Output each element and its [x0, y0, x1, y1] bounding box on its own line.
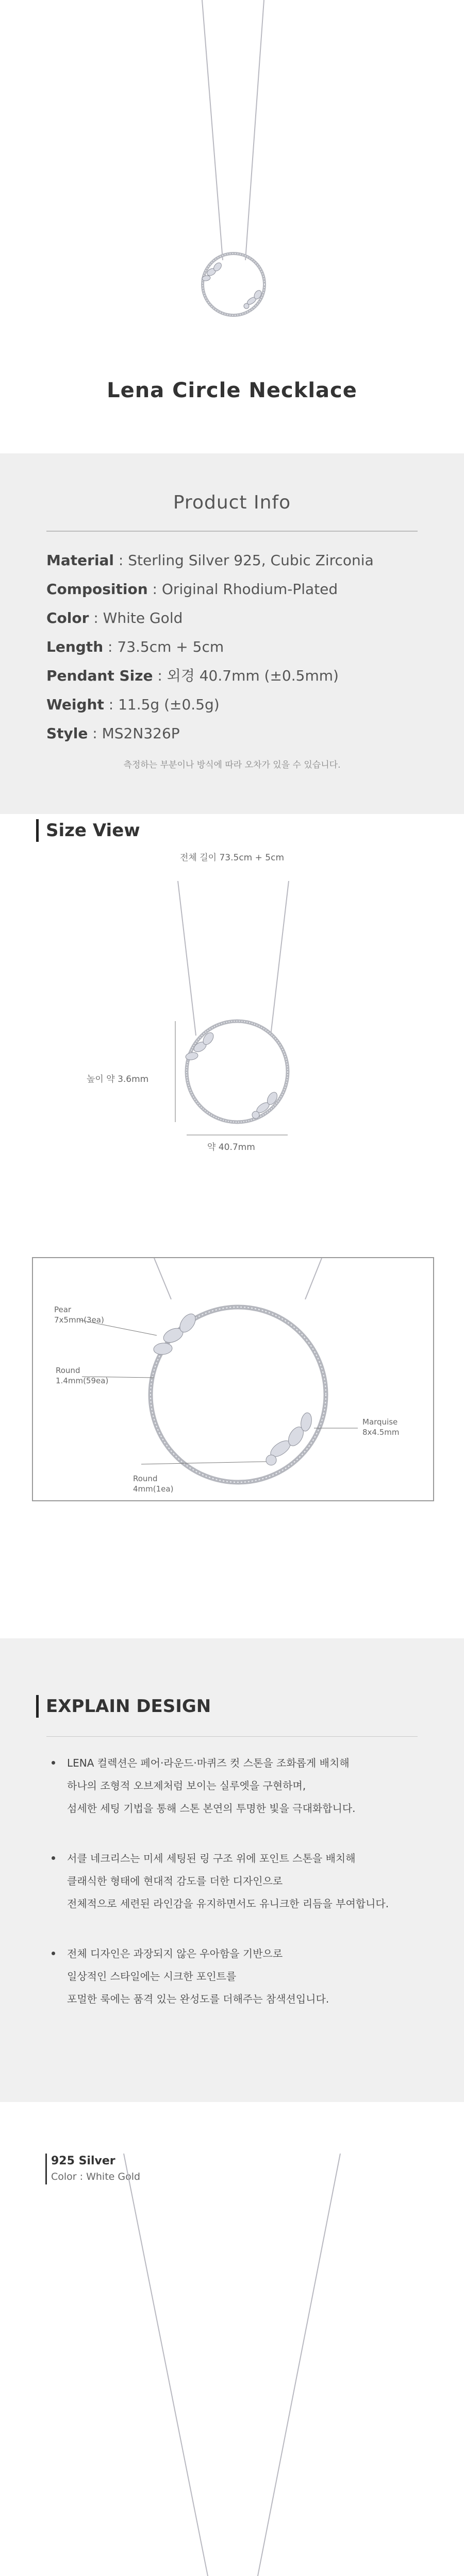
product-title: Lena Circle Necklace — [107, 379, 357, 402]
label-round-large: Round 4mm(1ea) — [133, 1474, 174, 1494]
total-length-label: 전체 길이 73.5cm + 5cm — [179, 853, 285, 863]
info-row-style — [46, 719, 418, 748]
info-key: Color — [46, 609, 89, 626]
info-key: Weight — [46, 696, 104, 713]
bullet-text: 서클 네크리스는 미세 세팅된 링 구조 위에 포인트 스톤을 배치해 클래식한 형태에 현대적 감도를 더한 디자인으로 전체적으로 세련된 라인감을 유지하면서도 유니크한 리듬을 부여합니다. — [67, 1852, 389, 1910]
explain-bullet — [52, 1752, 423, 1820]
silver-color: Color : White Gold — [51, 2171, 141, 2182]
info-value: : Sterling Silver 925, Cubic Zirconia — [114, 552, 374, 569]
necklace-photo — [0, 2154, 464, 2576]
bullet-text: 전체 디자인은 과장되지 않은 우아함을 기반으로 일상적인 스타일에는 시크한 포인트를 포멀한 룩에는 품격 있는 완성도를 더해주는 참색션입니다. — [67, 1947, 329, 2005]
info-key: Material — [46, 552, 114, 569]
info-row-material — [46, 546, 418, 575]
info-value: : 11.5g (±0.5g) — [104, 696, 220, 713]
info-key: Composition — [46, 581, 148, 598]
bullet-dot — [52, 1856, 55, 1860]
info-value: : 외경 40.7mm (±0.5mm) — [153, 667, 339, 684]
info-key: Style — [46, 725, 88, 742]
explain-title: EXPLAIN DESIGN — [36, 1695, 211, 1718]
info-value: : 73.5cm + 5cm — [103, 638, 224, 655]
info-key: Pendant Size — [46, 667, 153, 684]
explain-bullet — [52, 1847, 423, 1915]
width-label: 약 40.7mm — [207, 1142, 255, 1153]
silver-title: 925 Silver — [51, 2155, 115, 2167]
info-value: : Original Rhodium-Plated — [147, 581, 338, 598]
info-row-weight — [46, 690, 418, 719]
info-row-pendant-size — [46, 662, 418, 690]
info-value: : White Gold — [89, 609, 183, 626]
product-info-title: Product Info — [173, 492, 291, 513]
bullet-dot — [52, 1761, 55, 1765]
bullet-text: LENA 컬렉션은 페어·라운드·마퀴즈 컷 스톤을 조화롭게 배치해 하나의 조형적 오브제처럼 보이는 실루엣을 구현하며, 섬세한 세팅 기법을 통해 스톤 본연의 투명한 빛을 극대화합니다. — [67, 1757, 356, 1815]
bullet-dot — [52, 1952, 55, 1955]
info-row-composition — [46, 575, 418, 604]
info-key: Length — [46, 638, 104, 655]
info-value: : MS2N326P — [88, 725, 180, 742]
height-label: 높이 약 3.6mm — [87, 1074, 149, 1084]
label-pear: Pear 7x5mm(3ea) — [54, 1305, 104, 1325]
info-row-length — [46, 633, 418, 662]
product-info-list — [46, 546, 418, 748]
info-row-color — [46, 604, 418, 633]
divider — [46, 531, 418, 532]
label-round-small: Round 1.4mm(59ea) — [56, 1366, 109, 1385]
size-view-title: Size View — [36, 819, 140, 842]
explain-bullet — [52, 1942, 423, 2010]
hero-necklace-image — [0, 0, 464, 361]
measurement-note: 측정하는 부분이나 방식에 따라 오차가 있을 수 있습니다. — [123, 760, 341, 770]
divider — [46, 1736, 418, 1737]
label-marquise: Marquise 8x4.5mm — [362, 1417, 400, 1437]
